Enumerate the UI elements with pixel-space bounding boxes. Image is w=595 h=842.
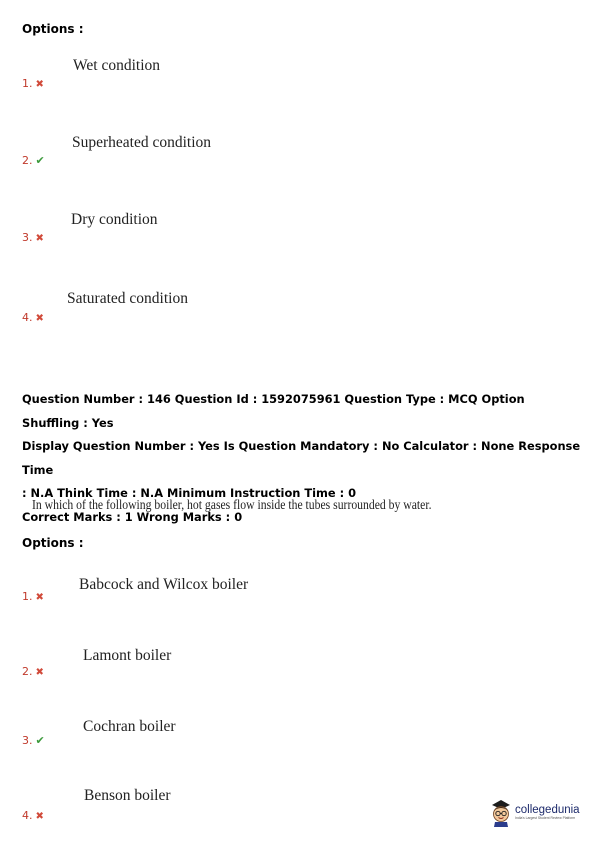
check-icon: ✔: [35, 154, 45, 167]
marks-line: Correct Marks : 1 Wrong Marks : 0: [22, 509, 243, 524]
option-number-q2-1: [22, 590, 44, 603]
option-number-label: 1.: [22, 77, 33, 90]
option-number-label: 3.: [22, 734, 33, 747]
option-number-label: 4.: [22, 311, 33, 324]
option-number-q1-2: [22, 154, 45, 167]
option-text-q2-2: Lamont boiler: [83, 647, 172, 664]
option-number-q2-2: [22, 665, 44, 678]
option-number-q1-3: [22, 231, 44, 244]
cross-icon: ✖: [35, 79, 44, 90]
option-number-label: 3.: [22, 231, 33, 244]
logo-tagline: India's Largest Student Review Platform: [515, 815, 576, 820]
option-text-q1-1: Wet condition: [73, 57, 160, 74]
option-number-label: 1.: [22, 590, 33, 603]
option-text-q1-3: Dry condition: [71, 211, 158, 228]
cross-icon: ✖: [35, 592, 44, 603]
cross-icon: ✖: [35, 667, 44, 678]
meta-line: Display Question Number : Yes Is Question Mandatory : No Calculator : None Response Time: [22, 439, 581, 477]
cross-icon: ✖: [35, 313, 44, 324]
cross-icon: ✖: [35, 811, 44, 822]
check-icon: ✔: [35, 734, 45, 747]
options-heading-1: Options :: [22, 22, 84, 36]
option-number-label: 2.: [22, 665, 33, 678]
option-number-q2-4: [22, 809, 44, 822]
option-number-q2-3: [22, 734, 45, 747]
option-text-q2-4: Benson boiler: [84, 787, 171, 804]
collegedunia-logo: [489, 797, 580, 827]
question-text: In which of the following boiler, hot gases flow inside the tubes surrounded by water.: [32, 497, 432, 512]
options-heading-2: Options :: [22, 536, 84, 550]
option-text-q1-4: Saturated condition: [67, 290, 188, 307]
option-number-label: 4.: [22, 809, 33, 822]
meta-line: Question Number : 146 Question Id : 1592075961 Question Type : MCQ Option Shuffling : Yes: [22, 392, 525, 430]
option-number-q1-1: [22, 77, 44, 90]
cross-icon: ✖: [35, 233, 44, 244]
meta-line: : N.A Think Time : N.A Minimum Instruction Time : 0: [22, 486, 357, 500]
option-text-q2-1: Babcock and Wilcox boiler: [79, 576, 249, 593]
option-text-q2-3: Cochran boiler: [83, 718, 176, 735]
option-number-label: 2.: [22, 154, 33, 167]
mascot-icon: [489, 797, 513, 827]
logo-name: collegedunia: [515, 803, 580, 816]
option-text-q1-2: Superheated condition: [72, 134, 212, 151]
option-number-q1-4: [22, 311, 44, 324]
